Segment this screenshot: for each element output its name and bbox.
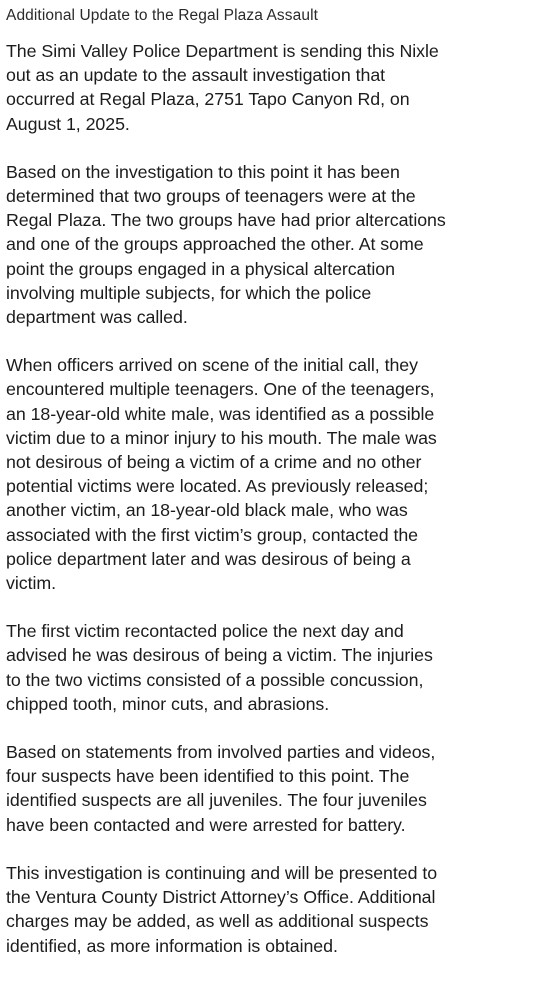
paragraph-suspects: Based on statements from involved parties and videos, four suspects have been identified to this point. The identified suspects are all juveniles. The four juveniles have been contacted and were arrested for battery.	[6, 742, 436, 835]
paragraph-investigation: Based on the investigation to this point it has been determined that two groups of teenagers were at the Regal Plaza. The two groups have had prior altercations and one of the groups approached the other. At some point the groups engaged in a physical altercation involving multiple subjects, for which the police department was called.	[6, 161, 446, 328]
paragraph-continuing: This investigation is continuing and will be presented to the Ventura County District Attorney’s Office. Additional charges may be added, as well as additional suspects identified, as more information is obtained.	[6, 862, 438, 956]
paragraph-intro: The Simi Valley Police Department is sending this Nixle out as an update to the assault investigation that occurred at Regal Plaza, 2751 Tapo Canyon Rd, on August 1, 2025.	[6, 41, 439, 134]
paragraph-officers-arrived: When officers arrived on scene of the initial call, they encountered multiple teenagers. One of the teenagers, an 18-year-old white male, was identified as a possible victim due to a minor injury to his mouth. The male was not desirous of being a victim of a crime and no other potential victims were located. As previously released; another victim, an 18-year-old black male, who was associated with the first victim’s group, contacted the police department later and was desirous of being a victim.	[6, 355, 437, 594]
document-title: Additional Update to the Regal Plaza Assault	[6, 7, 319, 24]
document-body	[6, 6, 530, 958]
paragraph-first-victim: The first victim recontacted police the next day and advised he was desirous of being a victim. The injuries to the two victims consisted of a possible concussion, chipped tooth, minor cuts, and abrasions.	[6, 621, 433, 714]
